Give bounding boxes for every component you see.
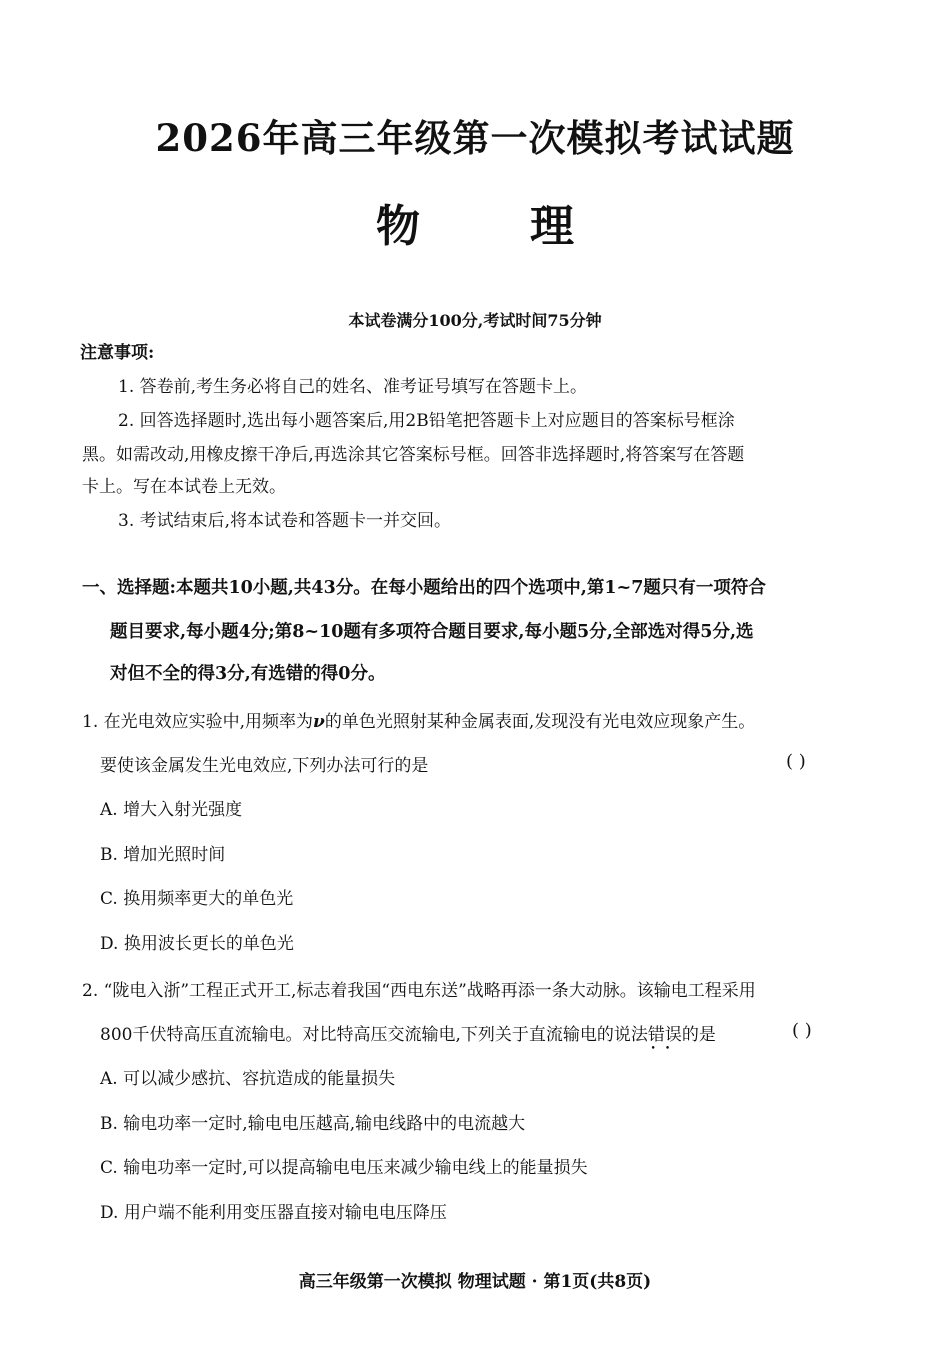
q1-option-b: B. 增加光照时间 — [100, 845, 226, 865]
section-1-line-3: 对但不全的得3分,有选错的得0分。 — [110, 664, 386, 684]
exam-info: 本试卷满分100分,考试时间75分钟 — [348, 311, 602, 330]
q1-stem-post: 的单色光照射某种金属表面,发现没有光电效应现象产生。 — [324, 712, 756, 732]
subject-title — [0, 190, 950, 254]
section-1-line-2: 题目要求,每小题4分;第8~10题有多项符合题目要求,每小题5分,全部选对得5分,选 — [110, 622, 754, 642]
q1-option-a: A. 增大入射光强度 — [100, 800, 243, 820]
section-1-line-1: 一、选择题:本题共10小题,共43分。在每小题给出的四个选项中,第1~7题只有一项符合 — [82, 578, 766, 598]
notice-item-1: 1. 答卷前,考生务必将自己的姓名、准考证号填写在答题卡上。 — [118, 377, 588, 397]
q2-option-d: D. 用户端不能利用变压器直接对输电电压降压 — [100, 1203, 447, 1223]
q1-answer-bracket: ( ) — [786, 751, 806, 772]
page-footer: 高三年级第一次模拟 物理试题 · 第1页(共8页) — [298, 1272, 652, 1292]
subject-char-2: 理 — [530, 201, 574, 252]
q1-option-c: C. 换用频率更大的单色光 — [100, 889, 294, 909]
q2-option-c: C. 输电功率一定时,可以提高输电电压来减少输电线上的能量损失 — [100, 1158, 588, 1178]
exam-title: 2026年高三年级第一次模拟考试试题 — [155, 116, 795, 160]
notice-item-2-line-3: 卡上。写在本试卷上无效。 — [82, 477, 286, 497]
q2-answer-bracket: ( ) — [792, 1020, 812, 1041]
q2-stem-post: 的是 — [681, 1025, 716, 1045]
q2-stem-line-1: 2. “陇电入浙”工程正式开工,标志着我国“西电东送”战略再添一条大动脉。该输电工程采用 — [82, 981, 756, 1001]
q2-option-b: B. 输电功率一定时,输电电压越高,输电线路中的电流越大 — [100, 1114, 526, 1134]
notice-item-2-line-2: 黑。如需改动,用橡皮擦干净后,再选涂其它答案标号框。回答非选择题时,将答案写在答题 — [82, 445, 745, 465]
q1-stem-line-1 — [82, 707, 755, 732]
q2-emphasis-word: 错误 •• — [647, 1025, 682, 1054]
notice-heading: 注意事项: — [80, 343, 155, 363]
q1-stem-line-2: 要使该金属发生光电效应,下列办法可行的是 — [100, 756, 429, 776]
notice-item-2-line-1: 2. 回答选择题时,选出每小题答案后,用2B铅笔把答题卡上对应题目的答案标号框涂 — [118, 411, 735, 431]
q2-stem-pre: 800千伏特高压直流输电。对比特高压交流输电,下列关于直流输电的说法 — [100, 1025, 648, 1045]
subject-char-1: 物 — [376, 201, 420, 252]
q1-stem-pre: 1. 在光电效应实验中,用频率为 — [82, 712, 314, 732]
q2-stem-line-2 — [100, 1020, 716, 1054]
notice-item-3: 3. 考试结束后,将本试卷和答题卡一并交回。 — [118, 511, 452, 531]
q1-option-d: D. 换用波长更长的单色光 — [100, 934, 294, 954]
q2-option-a: A. 可以减少感抗、容抗造成的能量损失 — [100, 1069, 396, 1089]
q1-nu-symbol: ν — [313, 712, 325, 732]
